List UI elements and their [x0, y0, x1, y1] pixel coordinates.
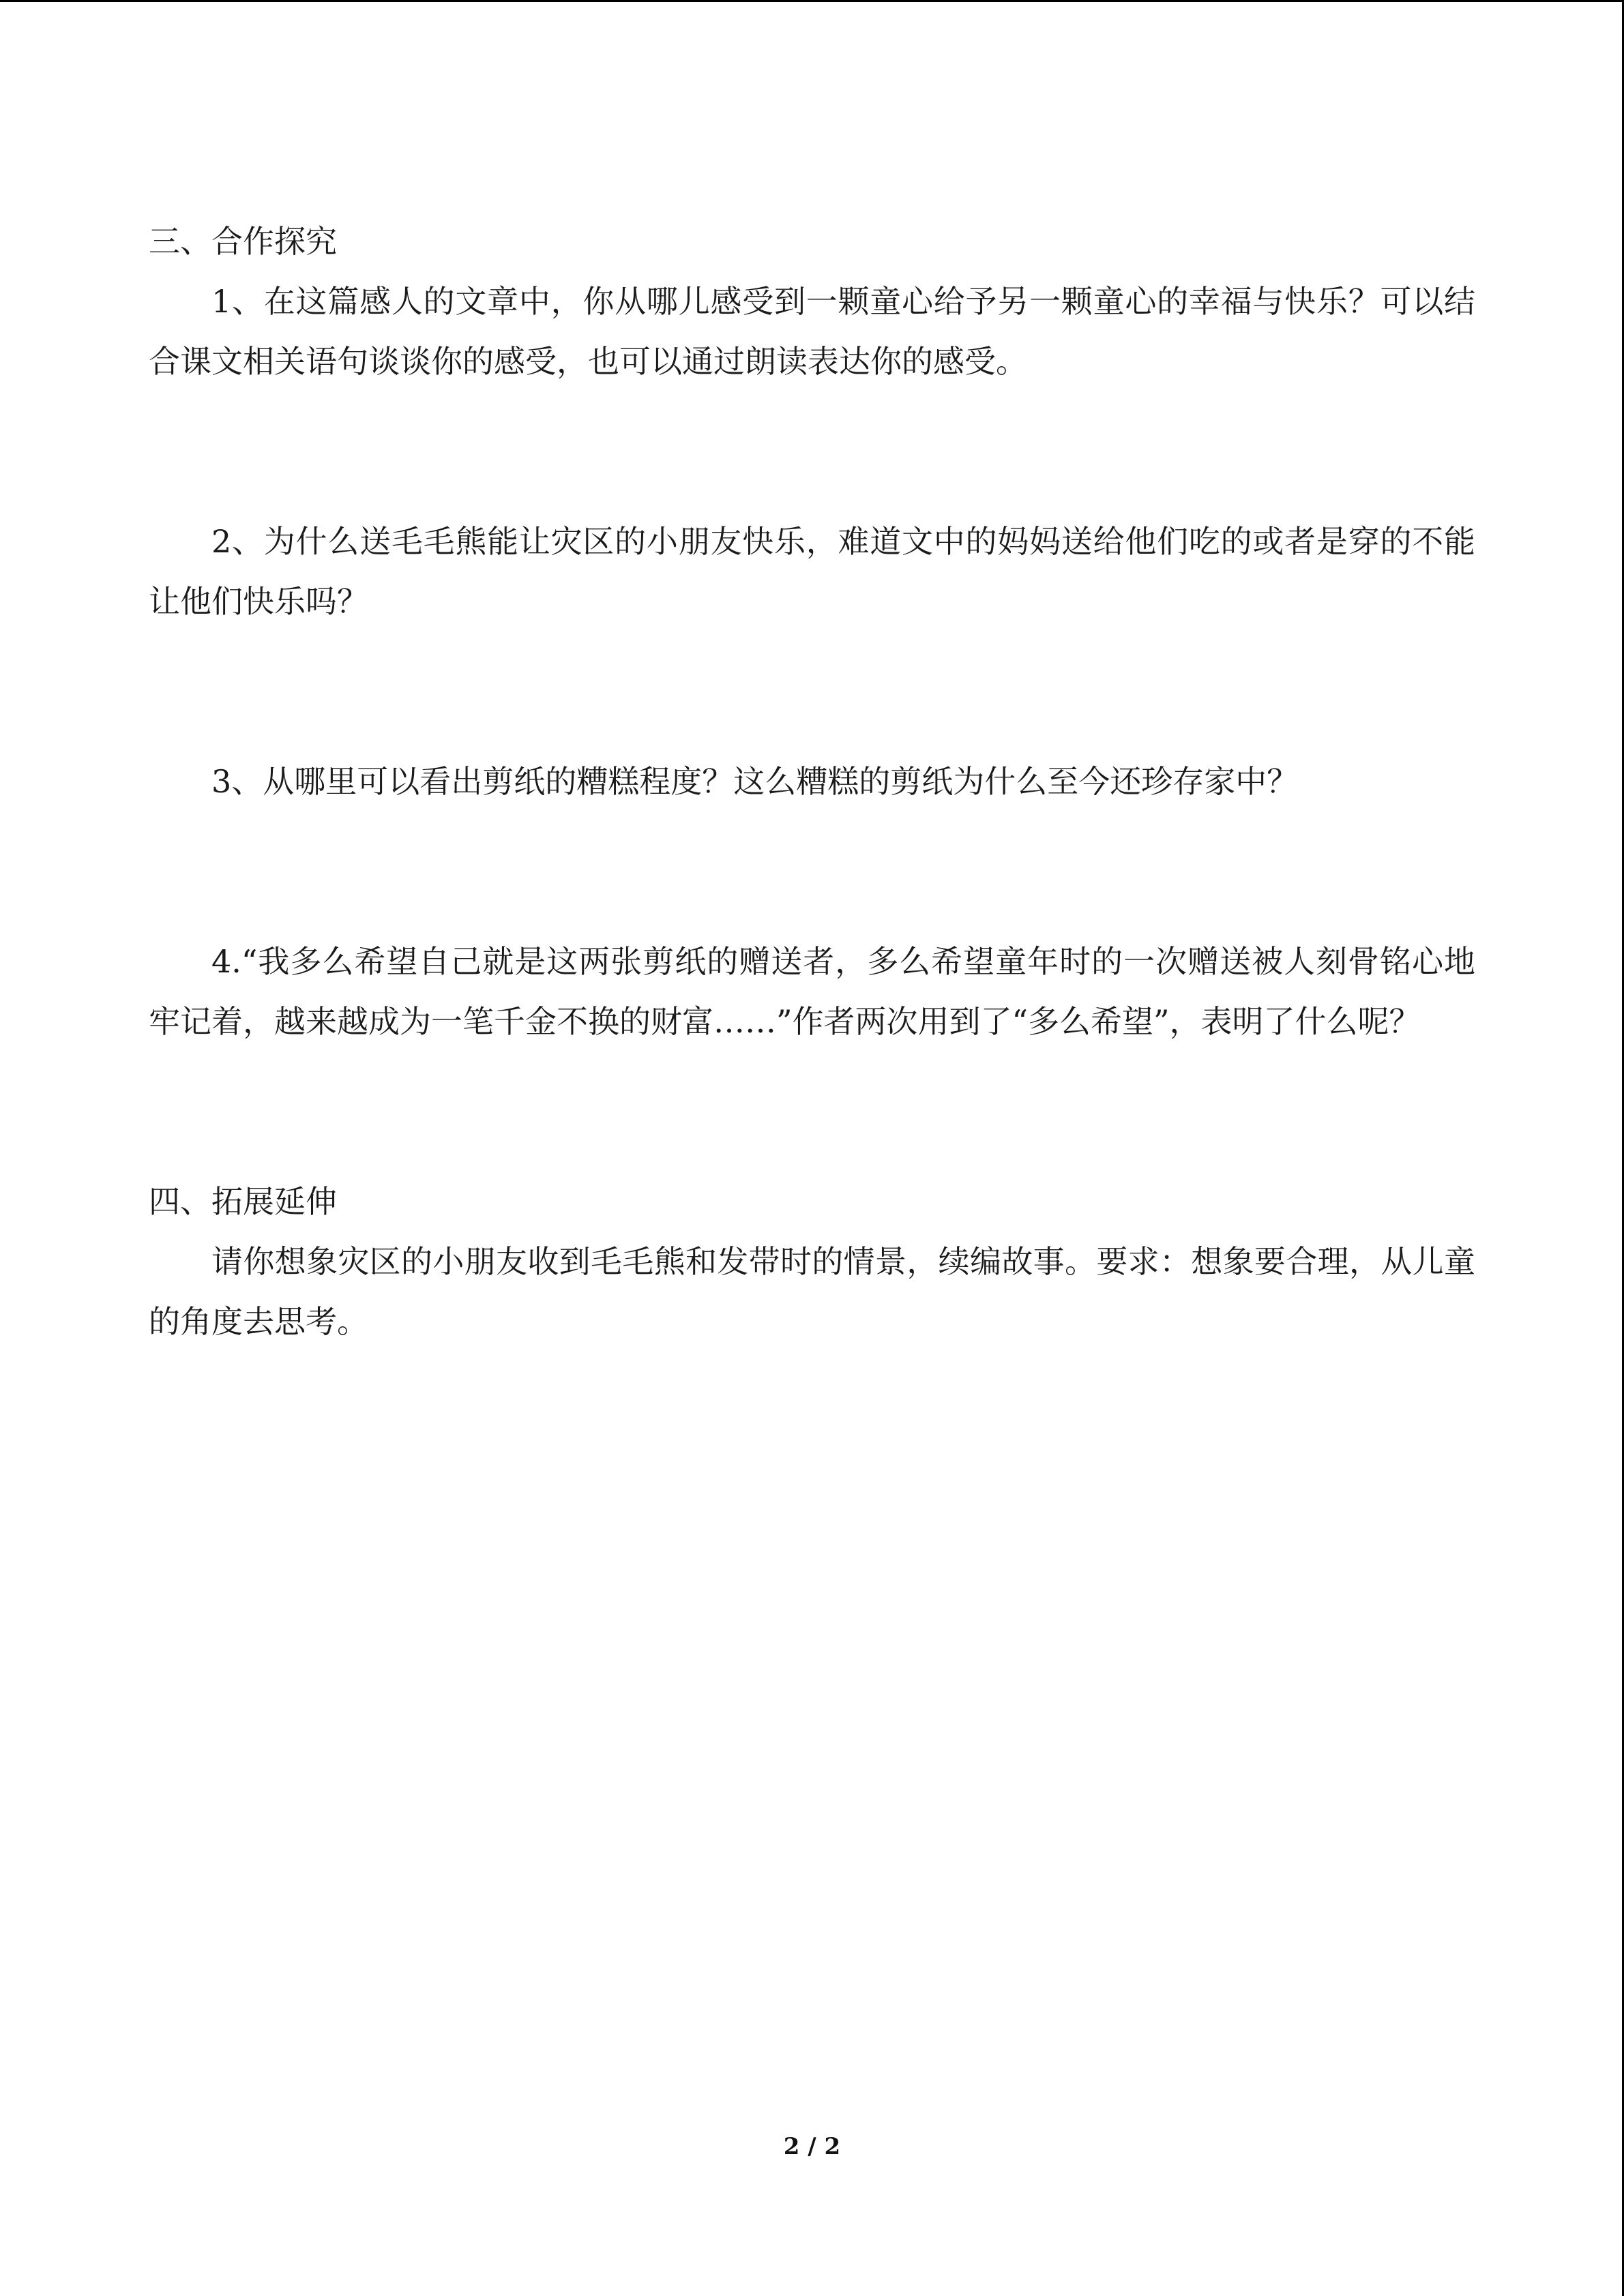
question-4: 4.“我多么希望自己就是这两张剪纸的赠送者，多么希望童年时的一次赠送被人刻骨铭心地牢记着，越来越成为一笔千金不换的财富……”作者两次用到了“多么希望”，表明了什么呢？ — [149, 943, 1475, 1040]
document-body — [149, 211, 1475, 1352]
question-1: 1、在这篇感人的文章中，你从哪儿感受到一颗童心给予另一颗童心的幸福与快乐？可以结合课文相关语句谈谈你的感受，也可以通过朗读表达你的感受。 — [149, 283, 1475, 380]
section-title-extension: 四、拓展延伸 — [149, 1183, 337, 1220]
page-border-top — [0, 0, 1624, 2]
question-3: 3、从哪里可以看出剪纸的糟糕程度？这么糟糕的剪纸为什么至今还珍存家中？ — [211, 763, 1299, 800]
section-title-cooperative-inquiry: 三、合作探究 — [149, 223, 337, 260]
extension-task: 请你想象灾区的小朋友收到毛毛熊和发带时的情景，续编故事。要求：想象要合理，从儿童的角度去思考。 — [149, 1243, 1475, 1340]
page-number: 2 / 2 — [783, 2133, 841, 2160]
question-2: 2、为什么送毛毛熊能让灾区的小朋友快乐，难道文中的妈妈送给他们吃的或者是穿的不能让他们快乐吗？ — [149, 523, 1475, 620]
